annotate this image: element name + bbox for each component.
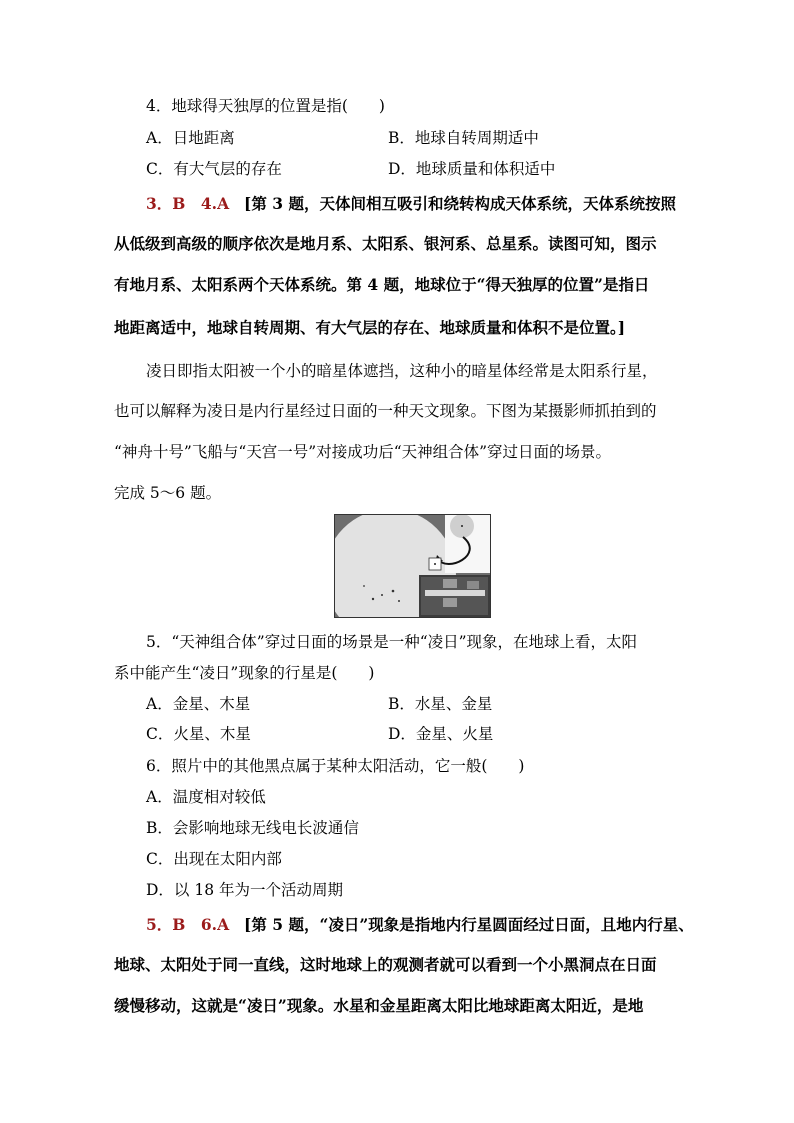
- solar-panel-top: [443, 579, 457, 588]
- sunspot: [381, 594, 383, 596]
- sunspot: [392, 590, 395, 593]
- q5-stem-line1: 5．“天神组合体”穿过日面的场景是一种“凌日”现象，在地球上看，太阳: [146, 633, 638, 651]
- solar-panel-right: [467, 581, 479, 589]
- q5-stem-line2: 系中能产生“凌日”现象的行星是( ): [114, 664, 375, 682]
- q4-option-c: C．有大气层的存在: [146, 160, 282, 178]
- answer-label-5-6: 5．B 6.A: [146, 915, 230, 934]
- q6-option-b: B．会影响地球无线电长波通信: [146, 819, 359, 837]
- zoom-box-dot: [434, 563, 436, 565]
- q5-option-b: B．水星、金星: [388, 695, 493, 713]
- q5-option-c: C．火星、木星: [146, 725, 251, 743]
- explanation-3-4-line4: 地距离适中，地球自转周期、有大气层的存在、地球质量和体积不是位置。]: [114, 318, 626, 337]
- q5-option-a: A．金星、木星: [146, 695, 251, 713]
- q5-option-d: D．金星、火星: [388, 725, 494, 743]
- q6-stem: 6．照片中的其他黑点属于某种太阳活动，它一般( ): [146, 757, 525, 775]
- explanation-3-4-line3: 有地月系、太阳系两个天体系统。第 4 题，地球位于“得天独厚的位置”是指日: [114, 275, 650, 294]
- q6-option-a: A．温度相对较低: [146, 788, 266, 806]
- q4-option-a: A．日地距离: [146, 129, 235, 147]
- answer-label-3-4: 3．B 4.A: [146, 194, 230, 213]
- spacecraft-body: [425, 590, 485, 596]
- intro-line3: “神舟十号”飞船与“天宫一号”对接成功后“天神组合体”穿过日面的场景。: [114, 443, 612, 461]
- q6-option-d: D．以 18 年为一个活动周期: [146, 881, 344, 899]
- q4-option-b: B．地球自转周期适中: [388, 129, 539, 147]
- intro-line4: 完成 5～6 题。: [114, 484, 222, 502]
- sunspot: [372, 598, 374, 600]
- solar-panel-bottom: [443, 598, 457, 607]
- answer-5-6-line1: [146, 915, 694, 935]
- sunspot: [398, 600, 400, 602]
- inset-dot: [461, 525, 463, 527]
- explanation-5-6-line2: 地球、太阳处于同一直线，这时地球上的观测者就可以看到一个小黑洞点在日面: [114, 955, 657, 974]
- explanation-3-4-text: [第 3 题，天体间相互吸引和绕转构成天体系统，天体系统按照: [244, 194, 676, 213]
- sunspot: [363, 585, 365, 587]
- transit-photo: [334, 514, 491, 618]
- q4-option-d: D．地球质量和体积适中: [388, 160, 556, 178]
- explanation-3-4-line2: 从低级到高级的顺序依次是地月系、太阳系、银河系、总星系。读图可知，图示: [114, 234, 657, 253]
- intro-line2: 也可以解释为凌日是内行星经过日面的一种天文现象。下图为某摄影师抓拍到的: [114, 402, 657, 420]
- transit-photo-drawing: [335, 515, 490, 617]
- explanation-5-6-text: [第 5 题，“凌日”现象是指地内行星圆面经过日面，且地内行星、: [244, 915, 694, 934]
- explanation-5-6-line3: 缓慢移动，这就是“凌日”现象。水星和金星距离太阳比地球距离太阳近，是地: [114, 996, 644, 1015]
- intro-line1: 凌日即指太阳被一个小的暗星体遮挡，这种小的暗星体经常是太阳系行星，: [146, 362, 658, 380]
- answer-3-4-line1: [146, 194, 676, 214]
- q4-stem: 4．地球得天独厚的位置是指( ): [146, 97, 385, 115]
- q6-option-c: C．出现在太阳内部: [146, 850, 282, 868]
